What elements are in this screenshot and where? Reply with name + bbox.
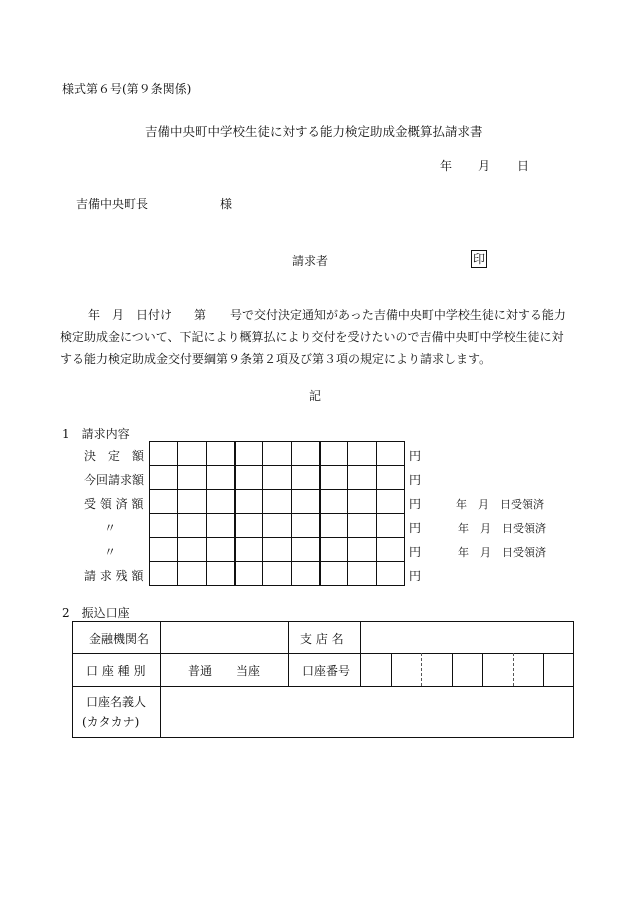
unit-yen-1: 円: [409, 449, 422, 463]
addressee-honorific: 様: [220, 197, 233, 211]
branch-name-label: 支 店 名: [300, 632, 344, 646]
date-month-label: 月: [478, 159, 491, 173]
unit-yen-2: 円: [409, 473, 422, 487]
seal-mark: 印: [473, 252, 486, 266]
amount-input-ditto-1[interactable]: [150, 514, 404, 537]
row-label-decided: 決 定 額: [84, 449, 145, 463]
account-type-options[interactable]: 普通 当座: [188, 664, 261, 678]
date-year-label: 年: [440, 159, 453, 173]
document-title: 吉備中央町中学校生徒に対する能力検定助成金概算払請求書: [145, 124, 483, 139]
account-type-label: 口 座 種 別: [86, 664, 146, 678]
unit-yen-5: 円: [409, 545, 422, 559]
amount-input-current-request[interactable]: [150, 466, 404, 489]
requester-label: 請求者: [292, 254, 329, 268]
date-day-label: 日: [517, 159, 530, 173]
row-label-current-request: 今回請求額: [84, 473, 145, 487]
amount-input-remaining[interactable]: [150, 562, 404, 585]
unit-yen-6: 円: [409, 569, 422, 583]
account-holder-input[interactable]: [161, 687, 573, 737]
branch-name-input[interactable]: [361, 622, 573, 653]
received-note-2: 年 月 日受領済: [458, 522, 546, 535]
account-holder-label: 口座名義人: [86, 695, 147, 709]
amount-input-received[interactable]: [150, 490, 404, 513]
addressee-name: 吉備中央町長: [76, 197, 149, 211]
account-number-label: 口座番号: [302, 664, 351, 678]
bank-name-input[interactable]: [161, 622, 287, 653]
bank-name-label: 金融機関名: [89, 632, 150, 646]
body-date-blank: 年 月 日付け: [88, 308, 173, 322]
account-holder-kana-label: (カタカナ): [82, 715, 140, 729]
ki-label: 記: [309, 389, 322, 403]
row-label-ditto-2: 〃: [104, 545, 117, 559]
row-label-remaining: 請 求 残 額: [84, 569, 144, 583]
amount-input-decided[interactable]: [150, 442, 404, 465]
unit-yen-3: 円: [409, 497, 422, 511]
row-label-ditto-1: 〃: [104, 521, 117, 535]
row-label-received: 受 領 済 額: [84, 497, 144, 511]
form-id: 様式第６号(第９条関係): [62, 82, 192, 96]
unit-yen-4: 円: [409, 521, 422, 535]
received-note-3: 年 月 日受領済: [458, 546, 546, 559]
body-text: 第 号で交付決定通知があった吉備中央町中学校生徒に対する能力検定助成金について、下記により概算払により交付を受けたいので吉備中央町中学校生徒に対する能力検定助成金交付要綱第９条第２項及び第３項の規定により請求します。: [60, 308, 566, 366]
amount-input-ditto-2[interactable]: [150, 538, 404, 561]
received-note-1: 年 月 日受領済: [456, 498, 544, 511]
section1-heading: 1 請求内容: [62, 427, 130, 441]
request-body: [60, 304, 575, 370]
account-number-input[interactable]: [361, 654, 573, 685]
section2-heading: 2 振込口座: [62, 606, 130, 620]
